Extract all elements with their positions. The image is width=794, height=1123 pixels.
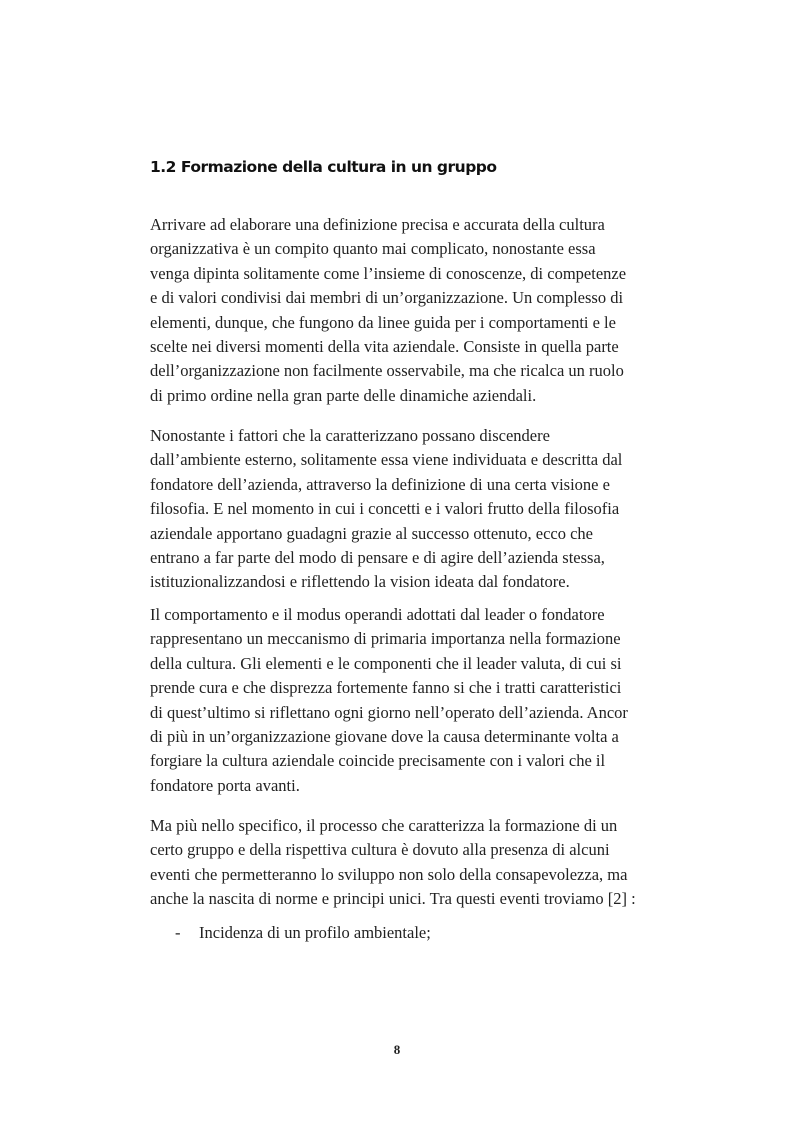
text-line: forgiare la cultura aziendale coincide precisamente con i valori che il [150, 751, 606, 771]
text-line: eventi che permetteranno lo sviluppo non solo della consapevolezza, ma [150, 864, 628, 884]
text-line: rappresentano un meccanismo di primaria importanza nella formazione [150, 629, 621, 649]
text-line: fondatore dell’azienda, attraverso la definizione di una certa visione e [150, 474, 610, 494]
text-line: Nonostante i fattori che la caratterizzano possano discendere [150, 426, 550, 445]
text-line: entrano a far parte del modo di pensare e di agire dell’azienda stessa, [150, 548, 605, 568]
text-line: dall’ambiente esterno, solitamente essa viene individuata e descritta dal [150, 450, 623, 470]
text-line: di quest’ultimo si riflettano ogni giorno nell’operato dell’azienda. Ancor [150, 702, 628, 722]
list-item-text: Incidenza di un profilo ambientale; [199, 923, 431, 942]
text-line: di più in un’organizzazione giovane dove la causa determinante volta a [150, 727, 619, 747]
text-line: Arrivare ad elaborare una definizione precisa e accurata della cultura [150, 215, 605, 234]
text-line: della cultura. Gli elementi e le componenti che il leader valuta, di cui si [150, 653, 622, 673]
paragraph-4 [150, 814, 636, 912]
paragraph-1 [150, 213, 626, 408]
text-line: filosofia. E nel momento in cui i concetti e i valori frutto della filosofia [150, 499, 620, 519]
list-marker: - [175, 923, 181, 942]
section-title: 1.2 Formazione della cultura in un gruppo [150, 158, 497, 176]
text-line: elementi, dunque, che fungono da linee guida per i comportamenti e le [150, 312, 616, 332]
text-line: certo gruppo e della rispettiva cultura è dovuto alla presenza di alcuni [150, 840, 610, 860]
paragraph-2 [150, 424, 622, 595]
text-line: Il comportamento e il modus operandi adottati dal leader o fondatore [150, 605, 605, 624]
paragraph-3 [150, 603, 628, 798]
text-line: scelte nei diversi momenti della vita aziendale. Consiste in quella parte [150, 337, 619, 357]
text-line: istituzionalizzandosi e riflettendo la vision ideata dal fondatore. [150, 572, 570, 592]
text-line: aziendale apportano guadagni grazie al successo ottenuto, ecco che [150, 523, 594, 543]
list-item [175, 921, 431, 945]
text-line: anche la nascita di norme e principi unici. Tra questi eventi troviamo [2] : [150, 889, 636, 909]
text-line: e di valori condivisi dai membri di un’organizzazione. Un complesso di [150, 288, 624, 308]
text-line: dell’organizzazione non facilmente osservabile, ma che ricalca un ruolo [150, 361, 624, 381]
page-number: 8 [393, 1042, 401, 1057]
text-line: Ma più nello specifico, il processo che caratterizza la formazione di un [150, 816, 618, 835]
text-line: prende cura e che disprezza fortemente fanno si che i tratti caratteristici [150, 678, 622, 698]
text-line: di primo ordine nella gran parte delle dinamiche aziendali. [150, 385, 537, 405]
text-line: organizzativa è un compito quanto mai complicato, nonostante essa [150, 239, 596, 259]
text-line: venga dipinta solitamente come l’insieme di conoscenze, di competenze [150, 263, 627, 283]
text-line: fondatore porta avanti. [150, 775, 300, 795]
